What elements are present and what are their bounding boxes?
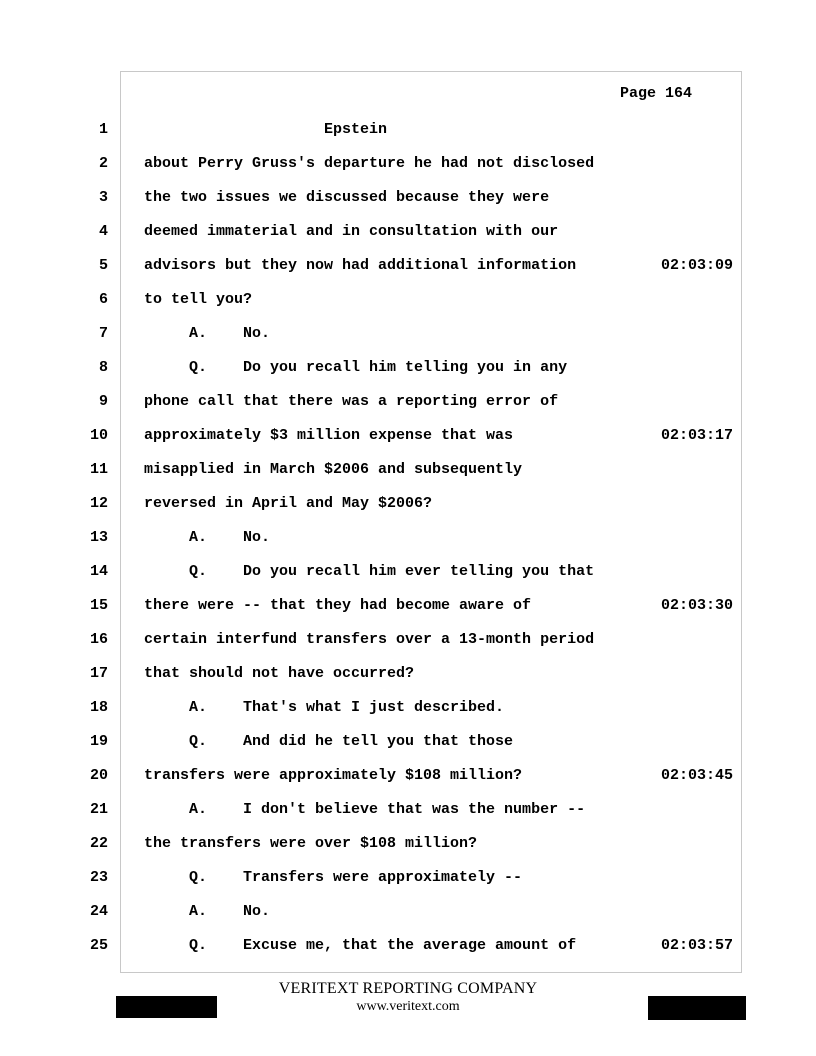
page-number: Page 164 <box>620 85 693 102</box>
redaction-box-left <box>116 996 217 1018</box>
line-number: 3 <box>98 189 108 206</box>
transcript-line <box>0 555 816 589</box>
line-text: there were -- that they had become aware of <box>144 597 532 614</box>
line-text: about Perry Gruss's departure he had not disclosed <box>144 155 595 172</box>
line-number: 6 <box>98 291 108 308</box>
transcript-line <box>0 113 816 147</box>
line-text: misapplied in March $2006 and subsequently <box>144 461 523 478</box>
timestamp: 02:03:30 <box>661 597 734 614</box>
line-number: 19 <box>89 733 108 750</box>
line-number: 13 <box>89 529 108 546</box>
line-number: 17 <box>89 665 108 682</box>
line-number: 25 <box>89 937 108 954</box>
line-number: 21 <box>89 801 108 818</box>
transcript-line <box>0 691 816 725</box>
line-number: 11 <box>89 461 108 478</box>
line-number: 16 <box>89 631 108 648</box>
line-text: Q. And did he tell you that those <box>144 733 514 750</box>
line-text: to tell you? <box>144 291 253 308</box>
line-number: 15 <box>89 597 108 614</box>
transcript-line <box>0 215 816 249</box>
line-text: A. No. <box>144 325 271 342</box>
transcript-line <box>0 895 816 929</box>
transcript-line <box>0 249 816 283</box>
transcript-line <box>0 623 816 657</box>
transcript-line <box>0 453 816 487</box>
transcript-line <box>0 929 816 963</box>
line-number: 22 <box>89 835 108 852</box>
line-number: 18 <box>89 699 108 716</box>
line-text: reversed in April and May $2006? <box>144 495 433 512</box>
line-text: Q. Transfers were approximately -- <box>144 869 523 886</box>
line-number: 23 <box>89 869 108 886</box>
line-number: 14 <box>89 563 108 580</box>
line-number: 24 <box>89 903 108 920</box>
line-text: Q. Do you recall him ever telling you that <box>144 563 595 580</box>
transcript-line <box>0 759 816 793</box>
line-text: A. No. <box>144 903 271 920</box>
transcript-line <box>0 419 816 453</box>
line-text: Q. Excuse me, that the average amount of <box>144 937 577 954</box>
line-number: 10 <box>89 427 108 444</box>
line-number: 20 <box>89 767 108 784</box>
line-text: advisors but they now had additional information <box>144 257 577 274</box>
transcript-line <box>0 657 816 691</box>
transcript-line <box>0 521 816 555</box>
line-text: the transfers were over $108 million? <box>144 835 478 852</box>
line-text: transfers were approximately $108 million? <box>144 767 523 784</box>
transcript-line <box>0 181 816 215</box>
line-text: the two issues we discussed because they were <box>144 189 550 206</box>
reporting-company-name: VERITEXT REPORTING COMPANY <box>278 980 538 997</box>
transcript-line <box>0 283 816 317</box>
line-number: 2 <box>98 155 108 172</box>
line-text: deemed immaterial and in consultation with our <box>144 223 559 240</box>
transcript-line <box>0 385 816 419</box>
line-number: 4 <box>98 223 108 240</box>
line-number: 8 <box>98 359 108 376</box>
transcript-line <box>0 487 816 521</box>
timestamp: 02:03:45 <box>661 767 734 784</box>
line-number: 1 <box>98 121 108 138</box>
transcript-line <box>0 861 816 895</box>
line-text: A. That's what I just described. <box>144 699 505 716</box>
line-text: Q. Do you recall him telling you in any <box>144 359 568 376</box>
line-text: Epstein <box>144 121 388 138</box>
transcript-line <box>0 793 816 827</box>
transcript-body <box>0 113 816 963</box>
transcript-line <box>0 147 816 181</box>
company-website: www.veritext.com <box>356 999 460 1014</box>
line-number: 5 <box>98 257 108 274</box>
timestamp: 02:03:09 <box>661 257 734 274</box>
line-text: that should not have occurred? <box>144 665 415 682</box>
timestamp: 02:03:57 <box>661 937 734 954</box>
timestamp: 02:03:17 <box>661 427 734 444</box>
transcript-line <box>0 351 816 385</box>
line-text: A. No. <box>144 529 271 546</box>
redaction-box-right <box>648 996 746 1020</box>
line-number: 12 <box>89 495 108 512</box>
transcript-line <box>0 317 816 351</box>
line-number: 7 <box>98 325 108 342</box>
transcript-line <box>0 725 816 759</box>
line-text: certain interfund transfers over a 13-month period <box>144 631 595 648</box>
line-text: A. I don't believe that was the number -- <box>144 801 586 818</box>
transcript-line <box>0 827 816 861</box>
line-text: phone call that there was a reporting error of <box>144 393 559 410</box>
transcript-line <box>0 589 816 623</box>
line-text: approximately $3 million expense that was <box>144 427 514 444</box>
line-number: 9 <box>98 393 108 410</box>
